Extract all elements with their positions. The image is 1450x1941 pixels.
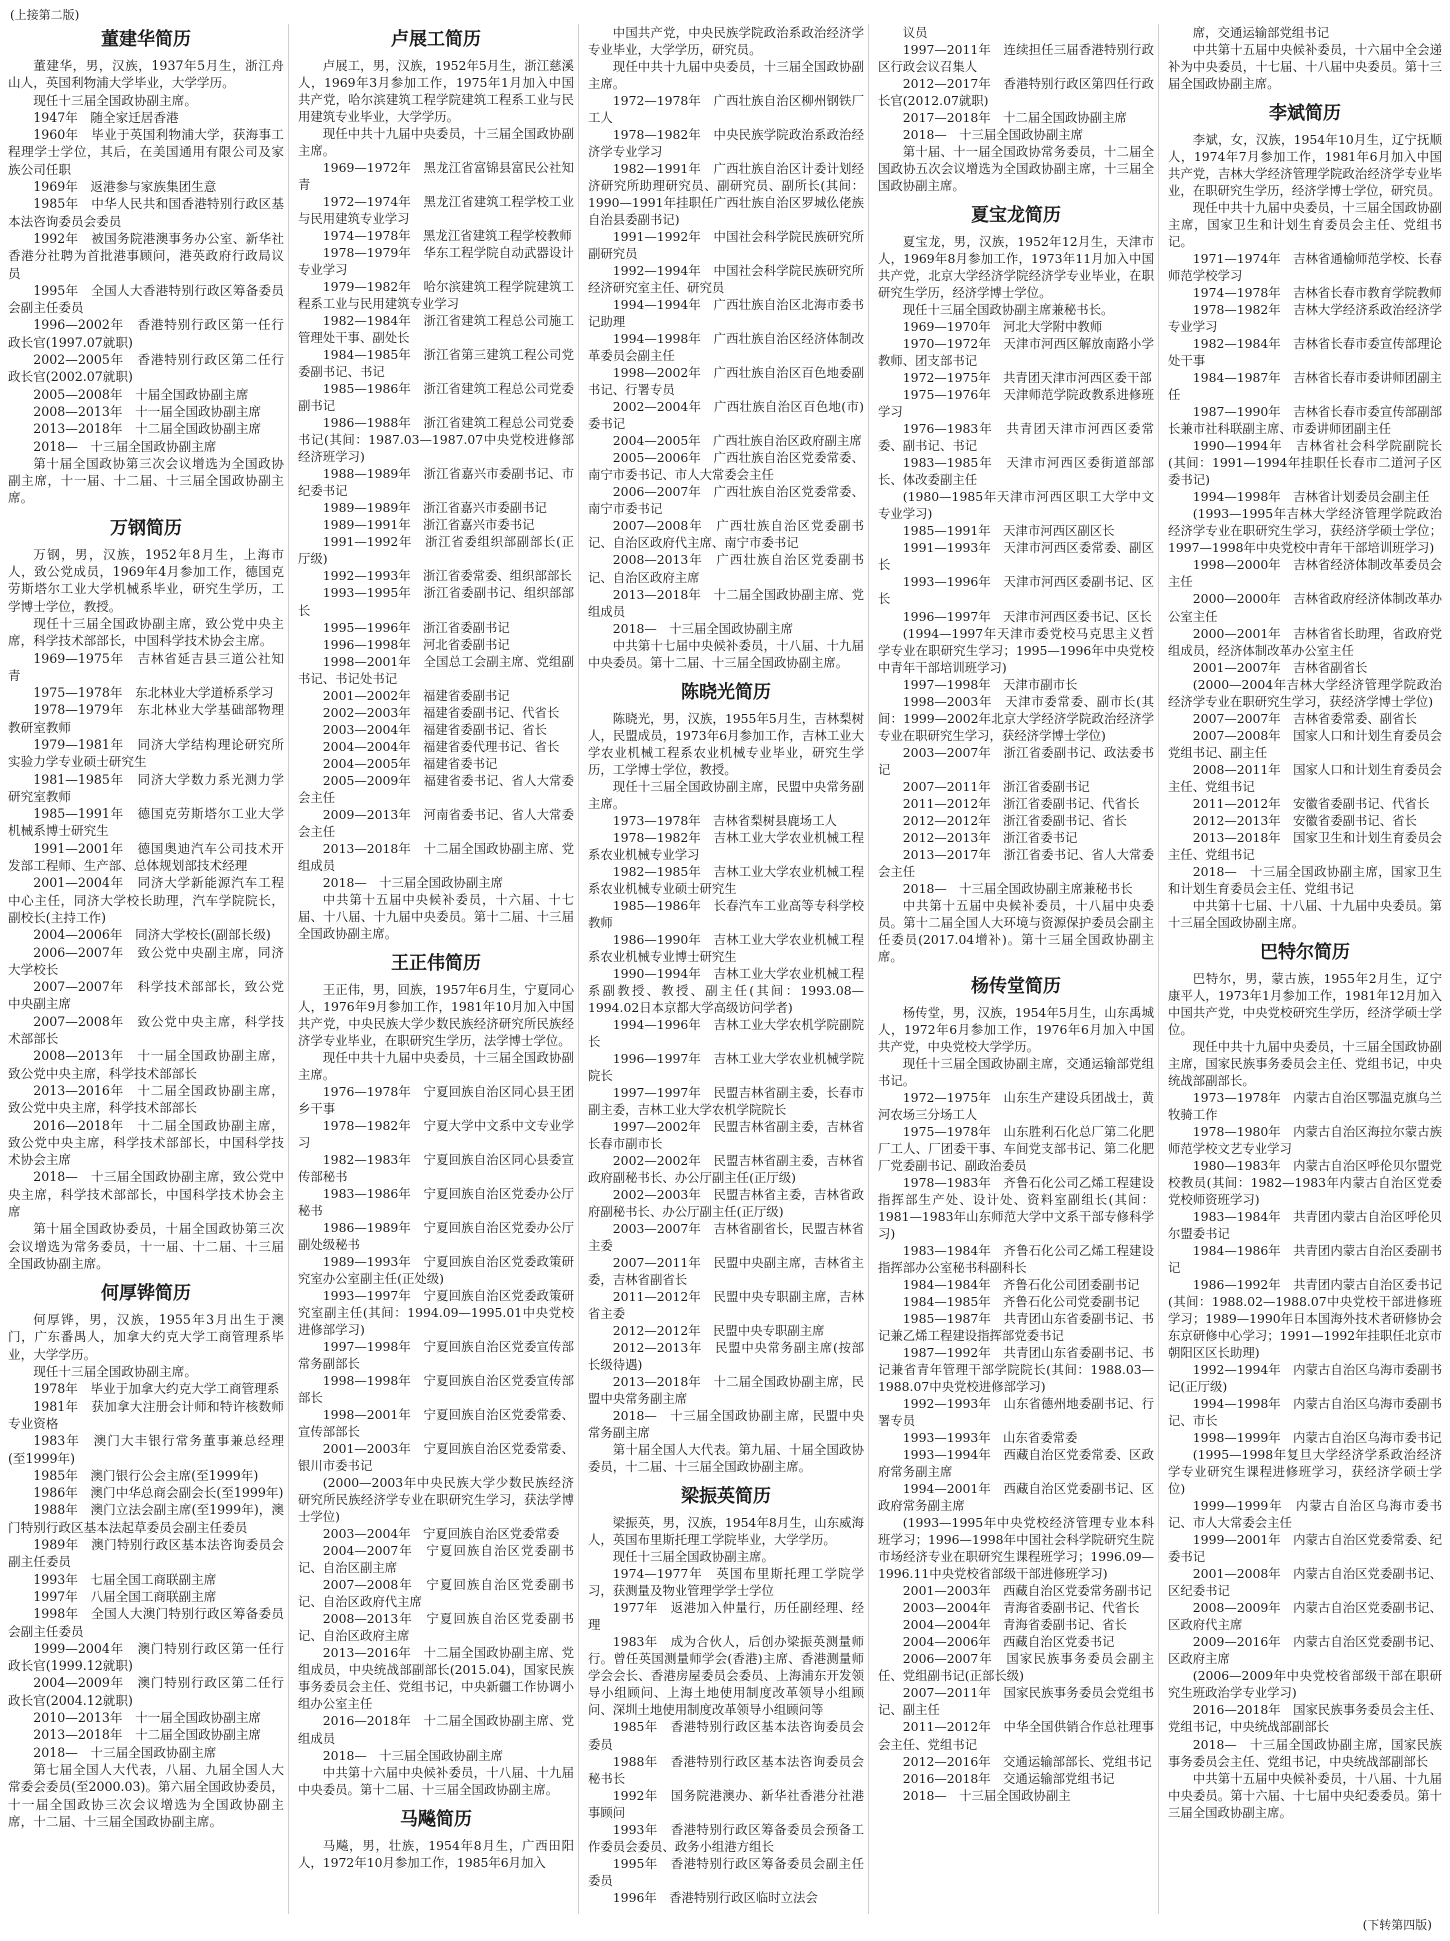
article-paragraph: 2003—2004年 青海省委副书记、代省长 — [902, 1600, 1140, 1616]
article-paragraph: 1982—1984年 浙江省建筑工程总公司施工管理处干事、副处长 — [298, 313, 574, 346]
article-paragraph: 1984—1984年 齐鲁石化公司团委副书记 — [902, 1277, 1140, 1293]
article-paragraph: 1985年 澳门银行公会主席(至1999年) — [33, 1467, 259, 1483]
article-paragraph: 1992—1994年 内蒙古自治区乌海市委副书记(正厅级) — [1168, 1362, 1442, 1395]
article-paragraph: 第七届全国人大代表，八届、九届全国人大常委会委员(至2000.03)。第六届全国政协委员，十一届全国政协三次会议增选为全国政协副主席，十二届、十三届全国政协副主席。 — [8, 1761, 284, 1829]
article-paragraph: 1993—1997年 宁夏回族自治区党委政策研究室副主任(其间：1994.09—1995.01中央党校进修部学习) — [298, 1288, 574, 1338]
article-paragraph: 席，交通运输部党组书记 — [1192, 25, 1330, 40]
article-paragraph: 杨传堂，男，汉族，1954年5月生，山东禹城人，1972年6月参加工作，1976年6月加入中国共产党，中央党校大学学历。 — [878, 1004, 1154, 1054]
column-4 — [878, 24, 1154, 1920]
article-paragraph: 1972—1974年 黑龙江省建筑工程学校工业与民用建筑专业学习 — [298, 194, 574, 227]
biography-article — [878, 975, 1154, 1804]
article-paragraph: 1983—1986年 宁夏回族自治区党委办公厅秘书 — [298, 1186, 574, 1219]
article-paragraph: 2007—2011年 民盟中央副主席，吉林省主委，吉林省副省长 — [588, 1255, 864, 1288]
article-paragraph: 2001—2004年 同济大学新能源汽车工程中心主任，同济大学校长助理，汽车学院院长，副校长(主持工作) — [8, 875, 284, 925]
article-paragraph: 1985—1986年 长春汽车工业高等专科学校教师 — [588, 897, 864, 930]
article-paragraph: (2000—2003年中央民族大学少数民族经济研究所民族经济学专业在职研究生学习，获法学博士学位) — [298, 1475, 574, 1525]
article-paragraph: 1985年 中华人民共和国香港特别行政区基本法咨询委员会委员 — [8, 196, 284, 229]
article-paragraph: (1993—1995年吉林大学经济管理学院政治经济学专业在职研究生学习，获经济学硕士学位；1997—1998年中央党校中青年干部培训班学习) — [1168, 506, 1442, 556]
article-paragraph: 梁振英，男，汉族，1954年8月生，山东威海人，英国布里斯托理工学院毕业，大学学历。 — [588, 1515, 864, 1548]
article-paragraph: 1983年 成为合伙人，后创办梁振英测量师行。曾任英国测量师学会(香港)主席、香港测量师学会会长、香港房屋委员会委员、上海浦东开发领导小组顾问、上海土地使用制度改革领导小组顾问、深圳土地使用制度改革领导小组顾问等 — [588, 1634, 864, 1718]
article-paragraph: 1994—1998年 内蒙古自治区乌海市委副书记、市长 — [1168, 1396, 1442, 1429]
article-paragraph: 1993—1996年 天津市河西区委副书记、区长 — [878, 574, 1154, 607]
article-paragraph: 2013—2018年 十二届全国政协副主席 — [33, 421, 262, 437]
article-paragraph: 1990—1994年 吉林工业大学农业机械工程系副教授、教授、副主任(其间：1993.08—1994.02日本京都大学高级访问学者) — [588, 965, 864, 1015]
article-paragraph: 1978—1982年 吉林大学经济系政治经济学专业学习 — [1168, 302, 1442, 335]
biography-article — [298, 28, 574, 942]
article-paragraph: 1982—1983年 宁夏回族自治区同心县委宣传部秘书 — [298, 1151, 574, 1184]
article-paragraph: 1994—2001年 西藏自治区党委副书记、区政府常务副主席 — [878, 1481, 1154, 1514]
article-paragraph: 2008—2011年 国家人口和计划生育委员会主任、党组书记 — [1168, 761, 1442, 794]
article-paragraph: 2006—2007年 广西壮族自治区党委常委、南宁市委书记 — [588, 484, 864, 517]
article-paragraph: 1999—2001年 内蒙古自治区党委常委、纪委书记 — [1168, 1532, 1442, 1565]
continued-from-note: (上接第二版) — [10, 8, 80, 22]
article-paragraph: 2003—2007年 吉林省副省长，民盟吉林省主委 — [588, 1221, 864, 1254]
article-paragraph: 2003—2004年 福建省委副书记、省长 — [322, 721, 547, 737]
article-paragraph: 1969年 返港参与家族集团生意 — [33, 179, 217, 195]
column-2 — [298, 24, 574, 1920]
article-paragraph: 1998—2001年 全国总工会副主席、党组副书记、书记处书记 — [298, 653, 574, 686]
article-paragraph: 1999—1999年 内蒙古自治区乌海市委书记、市人大常委会主任 — [1168, 1498, 1442, 1531]
article-paragraph: 2007—2008年 国家人口和计划生育委员会党组书记、副主任 — [1168, 727, 1442, 760]
article-paragraph: 1974—1977年 英国布里斯托理工学院学习，获测量及物业管理学学士学位 — [588, 1566, 864, 1599]
article-paragraph: 1982—1985年 吉林工业大学农业机械工程系农业机械专业硕士研究生 — [588, 863, 864, 896]
article-paragraph: 1969—1975年 吉林省延吉县三道公社知青 — [8, 650, 284, 683]
article-paragraph: 2001—2003年 宁夏回族自治区党委常委、银川市委书记 — [298, 1441, 574, 1474]
article-paragraph: 2004—2004年 青海省委副书记、省长 — [902, 1617, 1127, 1633]
biography-article — [1168, 941, 1442, 1821]
article-paragraph: 2010—2013年 十一届全国政协副主席 — [33, 1710, 262, 1726]
article-paragraph: 1978—1980年 内蒙古自治区海拉尔蒙古族师范学校文艺专业学习 — [1168, 1123, 1442, 1156]
article-paragraph: 2004—2005年 福建省委书记 — [322, 755, 498, 771]
article-paragraph: 2012—2013年 浙江省委书记 — [902, 829, 1078, 845]
article-paragraph: 2017—2018年 十二届全国政协副主席 — [902, 110, 1127, 126]
biography-article — [8, 517, 284, 1272]
article-paragraph: 1976—1983年 共青团天津市河西区委常委、副书记、书记 — [878, 421, 1154, 454]
article-paragraph: 1979—1982年 哈尔滨建筑工程学院建筑工程系工业与民用建筑专业学习 — [298, 279, 574, 312]
article-paragraph: 1993—1995年 浙江省委副书记、组织部部长 — [298, 585, 574, 618]
continued-on-note: (下转第四版) — [1362, 1918, 1432, 1932]
article-paragraph: (2006—2009年中央党校省部级干部在职研究生班政治学专业学习) — [1168, 1668, 1442, 1701]
article-paragraph: 董建华，男，汉族，1937年5月生，浙江舟山人，英国利物浦大学毕业，大学学历。 — [8, 58, 284, 91]
article-paragraph: 2011—2012年 浙江省委副书记、代省长 — [902, 795, 1140, 811]
article-paragraph: 1985—1991年 德国克劳斯塔尔工业大学机械系博士研究生 — [8, 806, 284, 839]
article-paragraph: 中共第十五届中央候补委员，十八届中央委员。第十二届全国人大环境与资源保护委员会副主任委员(2017.04增补)。第十三届全国政协副主席。 — [878, 897, 1154, 964]
article-paragraph: 1980—1983年 内蒙古自治区呼伦贝尔盟党校教员(其间：1982—1983年内蒙古自治区党委党校师资班学习) — [1168, 1157, 1442, 1207]
article-paragraph: 1998—2003年 天津市委常委、副市长(其间：1999—2002年北京大学经济学院政治经济学专业在职研究生学习，获经济学博士学位) — [878, 693, 1154, 743]
article-paragraph: 王正伟，男，回族，1957年6月生，宁夏同心人，1976年9月参加工作，1981年10月加入中国共产党，中央民族大学少数民族经济研究所民族经济学专业毕业，在职研究生学历，法学博士学位。 — [298, 981, 574, 1048]
article-paragraph: 2013—2018年 十二届全国政协副主席、党组成员 — [588, 586, 864, 619]
article-paragraph: 1993—1994年 西藏自治区党委常委、区政府常务副主席 — [878, 1447, 1154, 1480]
article-paragraph: 1978—1982年 宁夏大学中文系中文专业学习 — [298, 1117, 574, 1150]
article-paragraph: 李斌，女，汉族，1954年10月生，辽宁抚顺人，1974年7月参加工作，1981年6月加入中国共产党，吉林大学经济管理学院政治经济学专业毕业，在职研究生学历，经济学博士学位，研究员。 — [1168, 132, 1442, 199]
article-paragraph: 2012—2013年 民盟中央常务副主席(按部长级待遇) — [588, 1340, 864, 1373]
article-paragraph: 1998—1999年 内蒙古自治区乌海市委书记 — [1192, 1430, 1442, 1446]
article-paragraph: 议员 — [902, 25, 928, 40]
biography-article — [878, 24, 1154, 194]
article-paragraph: 2012—2016年 交通运输部部长、党组书记 — [902, 1753, 1152, 1769]
article-title: 巴特尔简历 — [1260, 941, 1350, 963]
article-paragraph: 2004—2006年 同济大学校长(副部长级) — [33, 927, 271, 943]
article-paragraph: 1991—2001年 德国奥迪汽车公司技术开发部工程师、生产部、总体规划部技术经理 — [8, 840, 284, 874]
article-title: 李斌简历 — [1269, 103, 1341, 125]
article-paragraph: 2013—2018年 国家卫生和计划生育委员会主任、党组书记 — [1168, 829, 1442, 862]
article-paragraph: 2006—2007年 国家民族事务委员会副主任、党组副书记(正部长级) — [878, 1651, 1154, 1684]
article-paragraph: 1969—1972年 黑龙江省富锦县富民公社知青 — [298, 160, 574, 193]
article-paragraph: 1984—1986年 共青团内蒙古自治区委副书记 — [1168, 1243, 1442, 1276]
article-paragraph: 2018— 十三届全国政协副主席 — [322, 1747, 504, 1763]
article-paragraph: 2005—2008年 十届全国政协副主席 — [33, 386, 249, 402]
article-paragraph: 陈晓光，男，汉族，1955年5月生，吉林梨树人，民盟成员，1973年6月参加工作，吉林工业大学农业机械工程系农业机械专业毕业，研究生学历，工学博士学位，教授。 — [588, 710, 864, 777]
article-paragraph: 1992年 国务院港澳办、新华社香港分社港事顾问 — [588, 1787, 864, 1820]
article-paragraph: 2007—2008年 致公党中央主席，科学技术部部长 — [8, 1013, 284, 1047]
article-paragraph: 马飚，男，壮族，1954年8月生，广西田阳人，1972年10月参加工作，1985年6月加入 — [298, 1837, 574, 1870]
article-paragraph: 1996—1997年 吉林工业大学农业机械学院院长 — [588, 1050, 864, 1083]
article-title: 陈晓光简历 — [681, 681, 771, 703]
article-paragraph: 2004—2004年 福建省委代理书记、省长 — [322, 738, 560, 754]
article-paragraph: 2018— 十三届全国政协副主席 — [902, 127, 1084, 143]
article-paragraph: 1996—1997年 天津市河西区委书记、区长 — [902, 608, 1152, 624]
article-paragraph: 1981年 获加拿大注册会计师和特许核数师专业资格 — [8, 1398, 284, 1431]
article-paragraph: 1947年 随全家迁居香港 — [33, 109, 179, 125]
article-paragraph: 1985年 香港特别行政区基本法咨询委员会委员 — [588, 1719, 864, 1752]
article-paragraph: 2013—2018年 十二届全国政协副主席，民盟中央常务副主席 — [588, 1374, 864, 1407]
article-paragraph: 2012—2012年 浙江省委副书记、省长 — [902, 812, 1127, 828]
article-paragraph: 1989—1991年 浙江省嘉兴市委书记 — [322, 517, 535, 533]
article-paragraph: 2005—2006年 广西壮族自治区党委常委、南宁市委书记、市人大常委会主任 — [588, 450, 864, 483]
article-paragraph: 1972—1975年 山东生产建设兵团战士，黄河农场三分场工人 — [878, 1089, 1154, 1122]
article-paragraph: (2000—2004年吉林大学经济管理学院政治经济学专业在职研究生学习，获经济学博士学位) — [1168, 676, 1442, 709]
article-paragraph: 2011—2012年 民盟中央专职副主席，吉林省主委 — [588, 1289, 864, 1322]
article-paragraph: 1998年 全国人大澳门特别行政区筹备委员会副主任委员 — [8, 1606, 284, 1639]
article-paragraph: 2001—2008年 内蒙古自治区党委副书记、区纪委书记 — [1168, 1566, 1442, 1599]
biography-article — [298, 1808, 574, 1871]
article-paragraph: 2013—2018年 十二届全国政协副主席、党组成员 — [298, 840, 574, 873]
article-paragraph: 夏宝龙，男，汉族，1952年12月生，天津市人，1969年8月参加工作，1973年11月加入中国共产党，北京大学经济学院经济学专业毕业，在职研究生学历，经济学博士学位。 — [878, 234, 1154, 301]
article-paragraph: 2016—2018年 国家民族事务委员会主任、党组书记，中央统战部副部长 — [1168, 1702, 1442, 1735]
article-paragraph: (1980—1985年天津市河西区职工大学中文专业学习) — [878, 489, 1154, 522]
article-paragraph: 1990—1994年 吉林省社会科学院副院长(其间：1991—1994年挂职任长春市二道河子区委书记) — [1168, 438, 1442, 488]
article-paragraph: 2013—2017年 浙江省委书记、省人大常委会主任 — [878, 846, 1154, 879]
article-paragraph: 2008—2009年 内蒙古自治区党委副书记、区政府代主席 — [1168, 1600, 1442, 1633]
article-paragraph: 1988年 香港特别行政区基本法咨询委员会秘书长 — [588, 1753, 864, 1786]
article-paragraph: 2011—2012年 中华全国供销合作总社理事会主任、党组书记 — [878, 1719, 1154, 1752]
article-paragraph: 第十届全国政协第三次会议增选为全国政协副主席，十一届、十二届、十三届全国政协副主席。 — [8, 455, 284, 506]
article-paragraph: 1997—2002年 民盟吉林省副主委，吉林省长春市副市长 — [588, 1118, 864, 1151]
article-paragraph: 1978—1979年 东北林业大学基础部物理教研室教师 — [8, 702, 284, 735]
article-title: 王正伟简历 — [391, 952, 481, 974]
article-paragraph: 1997—1997年 民盟吉林省副主委，长春市副主委，吉林工业大学农机学院院长 — [588, 1084, 864, 1117]
biography-article — [588, 1485, 864, 1905]
article-paragraph: 1986—1989年 宁夏回族自治区党委办公厅副处级秘书 — [298, 1220, 574, 1253]
article-paragraph: 2007—2011年 浙江省委副书记 — [902, 778, 1090, 794]
article-paragraph: 2016—2018年 十二届全国政协副主席，致公党中央主席，科学技术部部长，中国科学技术协会主席 — [8, 1117, 284, 1168]
biography-article — [588, 24, 864, 671]
article-paragraph: 1978年 毕业于加拿大约克大学工商管理系 — [33, 1381, 280, 1397]
article-paragraph: 2013—2018年 十二届全国政协副主席 — [33, 1727, 262, 1743]
article-title: 梁振英简历 — [681, 1486, 771, 1508]
article-paragraph: 现任十三届全国政协副主席。 — [612, 1549, 774, 1565]
article-paragraph: 2007—2008年 广西壮族自治区党委副书记、自治区政府代主席、南宁市委书记 — [588, 518, 864, 551]
article-paragraph: 1997—1998年 天津市副市长 — [902, 676, 1078, 692]
article-paragraph: 1973—1978年 内蒙古自治区鄂温克旗乌兰牧骑工作 — [1168, 1089, 1442, 1122]
article-columns — [8, 24, 1442, 1920]
article-paragraph: 1984—1987年 吉林省长春市委讲师团副主任 — [1168, 370, 1442, 403]
article-paragraph: 1996年 香港特别行政区临时立法会 — [612, 1889, 818, 1905]
article-paragraph: 2008—2013年 十一届全国政协副主席，致公党中央主席，科学技术部部长 — [8, 1048, 284, 1081]
article-paragraph: 2018— 十三届全国政协副主席 — [33, 438, 217, 454]
article-paragraph: 1975—1978年 东北林业大学道桥系学习 — [33, 685, 274, 701]
article-paragraph: 2002—2005年 香港特别行政区第二任行政长官(2002.07就职) — [8, 352, 284, 385]
article-paragraph: 第十届全国人大代表。第九届、十届全国政协委员，十二届、十三届全国政协副主席。 — [588, 1442, 864, 1475]
article-paragraph: 1978—1982年 中央民族学院政治系政治经济学专业学习 — [588, 127, 864, 160]
article-paragraph: 1992—1993年 山东省德州地委副书记、行署专员 — [878, 1396, 1154, 1429]
article-paragraph: 1987—1990年 吉林省长春市委宣传部副部长兼市社科联副主席、市委讲师团副主任 — [1168, 404, 1442, 437]
article-paragraph: 2006—2007年 致公党中央副主席，同济大学校长 — [8, 944, 284, 977]
article-title: 万钢简历 — [110, 517, 182, 539]
biography-article — [298, 952, 574, 1798]
article-paragraph: 2012—2013年 安徽省委副书记、省长 — [1192, 812, 1417, 828]
column-5 — [1168, 24, 1442, 1920]
article-paragraph: 1997—1998年 宁夏回族自治区党委宣传部常务副部长 — [298, 1339, 574, 1372]
article-paragraph: 2004—2007年 宁夏回族自治区党委副书记、自治区副主席 — [298, 1543, 574, 1576]
article-paragraph: 1978—1983年 齐鲁石化公司乙烯工程建设指挥部生产处、设计处、资料室副组长(其间：1981—1983年山东师范大学中文系干部专修科学习) — [878, 1174, 1154, 1242]
article-paragraph: 1998—1998年 宁夏回族自治区党委宣传部部长 — [298, 1373, 574, 1406]
article-paragraph: 2002—2002年 民盟吉林省副主委，吉林省政府副秘书长、办公厅副主任(正厅级) — [588, 1153, 864, 1186]
article-paragraph: 1999—2004年 澳门特别行政区第一任行政长官(1999.12就职) — [8, 1640, 284, 1674]
article-paragraph: 2018— 十三届全国政协副主席，致公党中央主席，科学技术部部长，中国科学技术协会主席 — [8, 1169, 284, 1219]
article-paragraph: 现任中共十九届中央委员，十三届全国政协副主席。 — [298, 1049, 574, 1082]
article-paragraph: 1998—2001年 宁夏回族自治区党委常委、宣传部部长 — [298, 1407, 574, 1440]
article-paragraph: 2018— 十三届全国政协副主席，民盟中央常务副主席 — [588, 1408, 864, 1441]
article-paragraph: 1993—1993年 山东省委常委 — [902, 1430, 1078, 1446]
article-paragraph: 1978—1979年 华东工程学院自动武器设计专业学习 — [298, 245, 574, 278]
article-paragraph: 中国共产党，中央民族学院政治系政治经济学专业毕业，大学学历，研究员。 — [588, 25, 864, 58]
article-paragraph: (1995—1998年复旦大学经济学系政治经济学专业研究生课程进修班学习，获经济学硕士学位) — [1168, 1447, 1442, 1497]
article-paragraph: 1960年 毕业于英国利物浦大学，获海事工程理学士学位，其后，在美国通用有限公司及家族公司任职 — [8, 127, 284, 177]
article-paragraph: 2003—2004年 宁夏回族自治区党委常委 — [322, 1526, 560, 1542]
article-paragraph: 中共第十七届、十八届、十九届中央委员。第十三届全国政协副主席。 — [1168, 897, 1442, 930]
article-paragraph: 1971—1974年 吉林省通榆师范学校、长春师范学校学习 — [1168, 251, 1442, 284]
article-paragraph: 1995年 全国人大香港特别行政区筹备委员会副主任委员 — [8, 282, 284, 316]
article-paragraph: 1994—1996年 吉林工业大学农机学院副院长 — [588, 1016, 864, 1049]
article-paragraph: 万钢，男，汉族，1952年8月生，上海市人，致公党成员，1969年4月参加工作，德国克劳斯塔尔工业大学机械系毕业，研究生学历，工学博士学位，教授。 — [8, 546, 284, 614]
article-paragraph: 1983年 澳门大丰银行常务董事兼总经理(至1999年) — [8, 1433, 284, 1466]
article-paragraph: 1988—1989年 浙江省嘉兴市委副书记、市纪委书记 — [298, 466, 574, 499]
article-paragraph: 2018— 十三届全国政协副主席兼秘书长 — [902, 880, 1133, 896]
article-paragraph: 2002—2003年 民盟吉林省主委，吉林省政府副秘书长、办公厅副主任(正厅级) — [588, 1187, 864, 1220]
article-paragraph: 1970—1972年 天津市河西区解放南路小学教师、团支部书记 — [878, 336, 1154, 369]
article-paragraph: 现任中共十九届中央委员，十三届全国政协副主席。 — [298, 126, 574, 159]
article-paragraph: 1983—1984年 共青团内蒙古自治区呼伦贝尔盟委书记 — [1168, 1209, 1442, 1242]
article-paragraph: 2013—2016年 十二届全国政协副主席、党组成员，中央统战部副部长(2015.04)，国家民族事务委员会主任、党组书记，中央新疆工作协调小组办公室主任 — [298, 1645, 574, 1712]
article-title: 夏宝龙简历 — [971, 205, 1061, 227]
article-paragraph: 1991—1993年 天津市河西区委常委、副区长 — [878, 540, 1154, 573]
article-paragraph: 1969—1970年 河北大学附中教师 — [902, 319, 1103, 335]
article-paragraph: 1997年 八届全国工商联副主席 — [33, 1588, 217, 1604]
article-paragraph: (1993—1995年中央党校经济管理专业本科班学习；1996—1998年中国社会科学院研究生院市场经济专业在职研究生课程班学习；1996.09—1996.11中央党校省部级干部进修班学习) — [878, 1515, 1154, 1582]
article-paragraph: 1985—1986年 浙江省建筑工程总公司党委副书记 — [298, 381, 574, 414]
article-paragraph: 1989—1993年 宁夏回族自治区党委政策研究室办公室副主任(正处级) — [298, 1254, 574, 1287]
article-paragraph: 现任十三届全国政协副主席。 — [33, 92, 197, 108]
article-paragraph: 1972—1975年 共青团天津市河西区委干部 — [902, 370, 1152, 386]
article-paragraph: 1998—2000年 吉林省经济体制改革委员会主任 — [1168, 557, 1442, 590]
article-paragraph: 1987—1992年 共青团山东省委副书记、书记兼省青年管理干部学院院长(其间：1988.03—1988.07中央党校进修部学习) — [878, 1345, 1154, 1395]
article-paragraph: 1998—2002年 广西壮族自治区百色地委副书记、行署专员 — [588, 365, 864, 398]
article-paragraph: 1991—1992年 浙江省委组织部副部长(正厅级) — [298, 534, 574, 567]
article-paragraph: 1979—1981年 同济大学结构理论研究所实验力学专业硕士研究生 — [8, 736, 284, 770]
article-paragraph: 1975—1976年 天津师范学院政教系进修班学习 — [878, 387, 1154, 420]
article-paragraph: 1986年 澳门中华总商会副会长(至1999年) — [33, 1485, 284, 1501]
article-paragraph: 2004—2005年 广西壮族自治区政府副主席 — [612, 433, 862, 449]
biography-article — [588, 681, 864, 1476]
article-paragraph: 1994—1998年 吉林省计划委员会副主任 — [1192, 489, 1430, 505]
article-paragraph: 2011—2012年 安徽省委副书记、代省长 — [1192, 795, 1430, 811]
column-1 — [8, 24, 284, 1920]
article-paragraph: 中共第十五届中央候补委员，十六届、十七届、十八届、十九届中央委员。第十二届、十三届全国政协副主席。 — [298, 891, 574, 941]
article-paragraph: 现任中共十九届中央委员，十三届全国政协副主席，国家卫生和计划生育委员会主任、党组书记。 — [1168, 200, 1442, 250]
article-paragraph: 2018— 十三届全国政协副主席 — [612, 620, 794, 636]
article-paragraph: 1989年 澳门特别行政区基本法咨询委员会副主任委员 — [8, 1537, 284, 1570]
article-paragraph: 中共第十六届中央候补委员，十八届、十九届中央委员。第十二届、十三届全国政协副主席。 — [298, 1764, 574, 1797]
article-paragraph: 2009—2016年 内蒙古自治区党委副书记、区政府主席 — [1168, 1634, 1442, 1667]
article-paragraph: 1996—2002年 香港特别行政区第一任行政长官(1997.07就职) — [8, 317, 284, 350]
article-paragraph: 2016—2018年 十二届全国政协副主席、党组成员 — [298, 1713, 574, 1746]
article-paragraph: 1983—1985年 天津市河西区委街道部部长、体改委副主任 — [878, 455, 1154, 488]
biography-article — [878, 204, 1154, 965]
article-paragraph: 1978—1982年 吉林工业大学农业机械工程系农业机械专业学习 — [588, 829, 864, 862]
article-paragraph: 中共第十七届中央候补委员，十八届、十九届中央委员。第十二届、十三届全国政协副主席。 — [588, 637, 864, 670]
article-paragraph: 2008—2013年 十一届全国政协副主席 — [33, 403, 262, 419]
article-paragraph: 2018— 十三届全国政协副主 — [902, 1787, 1071, 1803]
article-paragraph: 巴特尔，男，蒙古族，1955年2月生，辽宁康平人，1973年1月参加工作，1981年12月加入中国共产党，中央党校研究生学历，经济学硕士学位。 — [1168, 970, 1442, 1037]
biography-article — [1168, 24, 1442, 92]
article-paragraph: 1993年 香港特别行政区筹备委员会预备工作委员会委员、政务小组港方组长 — [588, 1821, 864, 1854]
article-paragraph: 现任十三届全国政协副主席兼秘书长。 — [902, 302, 1114, 318]
article-paragraph: 现任十三届全国政协副主席，致公党中央主席，科学技术部部长，中国科学技术协会主席。 — [8, 615, 284, 649]
article-title: 杨传堂简历 — [971, 975, 1061, 997]
article-paragraph: 1986—1992年 共青团内蒙古自治区委书记(其间：1988.02—1988.07中央党校干部进修班学习；1989—1990年日本国海外技术者研修协会东京研修中心学习；1991—1992年挂职任北京市朝阳区区长助理) — [1168, 1277, 1442, 1361]
article-paragraph: 1984—1985年 浙江省第三建筑工程公司党委副书记、书记 — [298, 347, 574, 380]
article-title: 董建华简历 — [101, 29, 191, 50]
article-paragraph: 1996—1998年 河北省委副书记 — [322, 636, 510, 652]
article-paragraph: 2002—2004年 广西壮族自治区百色地(市)委书记 — [588, 399, 864, 432]
article-paragraph: 1995—1996年 浙江省委副书记 — [322, 619, 510, 635]
article-paragraph: 第十届全国政协委员，十届全国政协第三次会议增选为常务委员，十一届、十二届、十三届全国政协副主席。 — [8, 1221, 284, 1271]
article-paragraph: 1982—1991年 广西壮族自治区计委计划经济研究所助理研究员、副研究员、副所长(其间：1990—1991年挂职任广西壮族自治区罗城仫佬族自治县委副书记) — [588, 161, 864, 228]
article-paragraph: 现任中共十九届中央委员，十三届全国政协副主席，国家民族事务委员会主任、党组书记，中央统战部副部长。 — [1168, 1038, 1442, 1088]
article-paragraph: 1991—1992年 中国社会科学院民族研究所副研究员 — [588, 229, 864, 262]
article-paragraph: 2005—2009年 福建省委书记、省人大常委会主任 — [298, 772, 574, 805]
article-paragraph: (1994—1997年天津市委党校马克思主义哲学专业在职研究生学习；1995—1996年中央党校中青年干部培训班学习) — [878, 625, 1154, 675]
article-paragraph: 2018— 十三届全国政协副主席，国家民族事务委员会主任、党组书记，中央统战部副部长 — [1168, 1736, 1442, 1769]
article-paragraph: 1986—1988年 浙江省建筑工程总公司党委书记(其间：1987.03—1987.07中央党校进修部经济班学习) — [298, 415, 574, 465]
article-paragraph: 何厚铧，男，汉族，1955年3月出生于澳门，广东番禺人，加拿大约克大学工商管理系毕业，大学学历。 — [8, 1312, 284, 1362]
article-paragraph: 1977年 返港加入仲量行，历任副经理、经理 — [588, 1600, 864, 1633]
article-paragraph: 现任十三届全国政协副主席，交通运输部党组书记。 — [878, 1055, 1154, 1088]
article-paragraph: 1975—1978年 山东胜利石化总厂第二化肥厂工人、厂团委干事、车间党支部书记、第二化肥厂党委副书记、副政治委员 — [878, 1123, 1154, 1173]
article-paragraph: 2000—2000年 吉林省政府经济体制改革办公室主任 — [1168, 591, 1442, 624]
article-paragraph: 1976—1978年 宁夏回族自治区同心县王团乡干事 — [298, 1083, 574, 1116]
article-paragraph: 现任十三届全国政协副主席，民盟中央常务副主席。 — [588, 778, 864, 811]
article-paragraph: 现任十三届全国政协副主席。 — [33, 1364, 197, 1380]
article-paragraph: 1981—1985年 同济大学数力系光测力学研究室教师 — [8, 771, 284, 804]
article-paragraph: 1992—1993年 浙江省委常委、组织部部长 — [322, 568, 572, 584]
biography-article — [8, 28, 284, 507]
article-paragraph: 现任中共十九届中央委员，十三届全国政协副主席。 — [588, 59, 864, 92]
article-paragraph: 1997—2011年 连续担任三届香港特别行政区行政会议召集人 — [878, 42, 1154, 75]
article-paragraph: 2007—2007年 科学技术部部长，致公党中央副主席 — [8, 979, 284, 1012]
article-paragraph: 2012—2012年 民盟中央专职副主席 — [612, 1323, 825, 1339]
article-paragraph: 2004—2009年 澳门特别行政区第二任行政长官(2004.12就职) — [8, 1675, 284, 1708]
article-paragraph: 第十届、十一届全国政协常务委员，十二届全国政协五次会议增选为全国政协副主席，十三届全国政协副主席。 — [878, 144, 1154, 194]
article-paragraph: 2001—2007年 吉林省副省长 — [1192, 659, 1368, 675]
article-paragraph: 1982—1984年 吉林省长春市委宣传部理论处干事 — [1168, 336, 1442, 369]
article-paragraph: 2016—2018年 交通运输部党组书记 — [902, 1770, 1115, 1786]
article-paragraph: 2007—2008年 宁夏回族自治区党委副书记、自治区政府代主席 — [298, 1577, 574, 1610]
article-paragraph: 2004—2006年 西藏自治区党委书记 — [902, 1634, 1115, 1650]
article-paragraph: 2003—2007年 浙江省委副书记、政法委书记 — [878, 744, 1154, 777]
article-paragraph: 2001—2003年 西藏自治区党委常务副书记 — [902, 1583, 1152, 1599]
article-paragraph: 1993年 七届全国工商联副主席 — [33, 1571, 217, 1587]
article-paragraph: 2007—2007年 吉林省委常委、副省长 — [1192, 710, 1417, 726]
article-paragraph: 1986—1990年 吉林工业大学农业机械工程系农业机械专业博士研究生 — [588, 931, 864, 964]
article-paragraph: 1992—1994年 中国社会科学院民族研究所经济研究室主任、研究员 — [588, 263, 864, 296]
article-title: 何厚铧简历 — [101, 1283, 191, 1305]
article-paragraph: 2018— 十三届全国政协副主席 — [322, 874, 504, 890]
article-paragraph: 2008—2013年 广西壮族自治区党委副书记、自治区政府主席 — [588, 552, 864, 585]
article-paragraph: 1974—1978年 黑龙江省建筑工程学校教师 — [322, 228, 572, 244]
article-paragraph: 2002—2003年 福建省委副书记、代省长 — [322, 704, 560, 720]
article-paragraph: 2012—2017年 香港特别行政区第四任行政长官(2012.07就职) — [878, 76, 1154, 109]
column-3 — [588, 24, 864, 1920]
article-paragraph: 1984—1985年 齐鲁石化公司党委副书记 — [902, 1294, 1140, 1310]
article-paragraph: 2013—2016年 十二届全国政协副主席，致公党中央主席，科学技术部部长 — [8, 1082, 284, 1116]
article-paragraph: 1994—1994年 广西壮族自治区北海市委书记助理 — [588, 297, 864, 330]
article-paragraph: 1974—1978年 吉林省长春市教育学院教师 — [1192, 285, 1442, 301]
article-paragraph: 1983—1984年 齐鲁石化公司乙烯工程建设指挥部办公室秘书科副科长 — [878, 1243, 1154, 1276]
article-paragraph: 2000—2001年 吉林省省长助理，省政府党组成员，经济体制改革办公室主任 — [1168, 625, 1442, 658]
article-paragraph: 2009—2013年 河南省委书记、省人大常委会主任 — [298, 806, 574, 839]
article-paragraph: 2018— 十三届全国政协副主席，国家卫生和计划生育委员会主任、党组书记 — [1168, 863, 1442, 896]
article-paragraph: 1994—1998年 广西壮族自治区经济体制改革委员会副主任 — [588, 331, 864, 364]
article-paragraph: 中共第十五届中央候补委员，十八届、十九届中央委员。第十六届、十七届中央纪委委员。第十三届全国政协副主席。 — [1168, 1770, 1442, 1820]
article-paragraph: 1973—1978年 吉林省梨树县鹿场工人 — [612, 812, 837, 828]
article-paragraph: 2007—2011年 国家民族事务委员会党组书记、副主任 — [878, 1685, 1154, 1718]
article-paragraph: 1988年 澳门立法会副主席(至1999年)，澳门特别行政区基本法起草委员会副主任委员 — [8, 1502, 284, 1535]
article-paragraph: 1992年 被国务院港澳事务办公室、新华社香港分社聘为首批港事顾问，港英政府行政局议员 — [8, 230, 284, 281]
article-paragraph: 1972—1978年 广西壮族自治区柳州钢铁厂工人 — [588, 93, 864, 126]
article-paragraph: 2018— 十三届全国政协副主席 — [33, 1744, 217, 1760]
article-paragraph: 2001—2002年 福建省委副书记 — [322, 687, 510, 703]
article-title: 卢展工简历 — [391, 29, 481, 50]
article-title: 马飚简历 — [400, 1808, 472, 1830]
biography-article — [1168, 102, 1442, 931]
article-paragraph: 1985—1987年 共青团山东省委副书记、书记兼乙烯工程建设指挥部党委书记 — [878, 1311, 1154, 1344]
article-paragraph: 卢展工，男，汉族，1952年5月生，浙江慈溪人，1969年3月参加工作，1975年1月加入中国共产党，哈尔滨建筑工程学院建筑工程系工业与民用建筑专业毕业，大学学历。 — [298, 58, 574, 125]
article-paragraph: 2008—2013年 宁夏回族自治区党委副书记、自治区政府主席 — [298, 1611, 574, 1644]
biography-article — [8, 1282, 284, 1830]
article-paragraph: 1985—1991年 天津市河西区副区长 — [902, 523, 1115, 539]
article-paragraph: 1995年 香港特别行政区筹备委员会副主任委员 — [588, 1855, 864, 1888]
article-paragraph: 1989—1989年 浙江省嘉兴市委副书记 — [322, 500, 547, 516]
article-paragraph: 中共第十五届中央候补委员，十六届中全会递补为中央委员，十七届、十八届中央委员。第十三届全国政协副主席。 — [1168, 42, 1442, 92]
